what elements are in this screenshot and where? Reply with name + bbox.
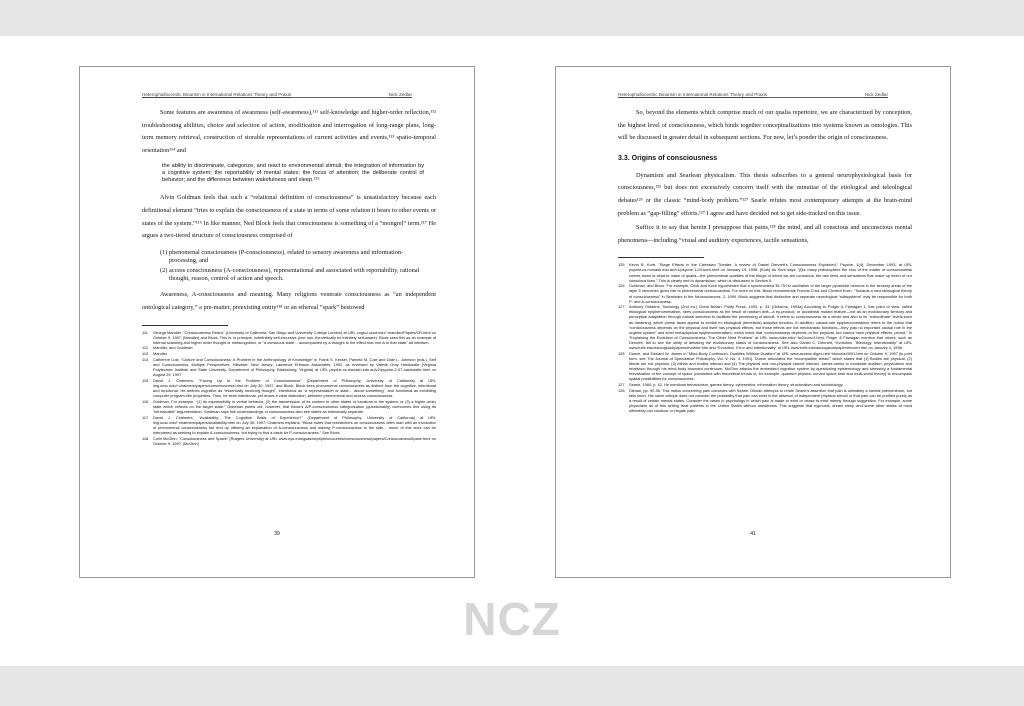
running-header xyxy=(618,90,888,98)
footnote xyxy=(142,330,436,345)
header-author: Nick Zedlar xyxy=(388,92,412,97)
list-number: (1) xyxy=(160,248,168,256)
numbered-list xyxy=(160,249,426,284)
footnote xyxy=(142,399,436,414)
footnote-number: 127 xyxy=(618,304,625,310)
footnote-number: 116 xyxy=(142,398,149,404)
footnote-text: David J. Chalmers, “Facing Up to the Problem of Consciousness” (Department of Philosophy, University of California) at URL ling.ucsc.edu/~chalmers/papers/consciousness.html on July 30, 1997, and Block. Block sees phenomenal consciousness as distinct from the cognitive, intentional and functional. He defines cognitive as “essentially involving thought”, intentional as “a representation or state… about something”, and functional as exhibiting computer program-like properties. Thus, he sees intentional, yet draws a clear distinction, between phenomenal and access consciousness. xyxy=(153,377,436,399)
list-item xyxy=(160,249,426,266)
header-title: Heterophallocentric Binarism in International Relations Theory and Praxis xyxy=(618,92,768,97)
body-paragraph: Alvin Goldman feels that such a “relational definition of consciousness” is unsatisfactory because each definitional element “tries to explain the consciousness of a state in terms of some relation it bears to other events or states of the system.”¹¹⁶ In like manner, Ned Block feels that consciousness is something of a “mongrel” term.¹¹⁷ He argues a two-tiered structure of consciousness comprised of xyxy=(142,194,436,240)
footnote-number: 117 xyxy=(142,414,149,420)
footnote xyxy=(142,436,436,446)
header-title: Heterophallocentric Binarism in International Relations Theory and Praxis xyxy=(142,92,292,97)
block-quote: the ability to discriminate, categorize, and react to environmental stimuli; the integration of information by a cognitive system; the reportability of mental states; the focus of attention; the deliberate control of behavior; and the difference between wakefulness and sleep.¹¹⁵ xyxy=(162,163,424,184)
page-body xyxy=(618,107,912,414)
footnote-text: Kevin B. Korb, “Stage Effects in the Cartesian Theater: A review of Daniel Dennett’s Consciousness Explained,” Psyche, 1(4), December 1993, at URL psyche.cs.monash.edu.au/v1/psyche-1-04-korb.html on January 19, 1998. [Korb] As Korb says: “[f]or many philosophers the crux of the matter of consciousness comes down to what to make of qualia—the phenomenal qualities of the things of which we are conscious, the raw feels and sensations that make up much of our conscious lives.” This is clearly tied to dynamicism, which is discussed in Section 5. xyxy=(629,262,912,283)
footnotes xyxy=(142,330,436,446)
footnote-number: 125 xyxy=(618,262,625,268)
footnote-text: Dilman, pp. 90-96. This notion concerning pain coincides with Searle. Dilman attempts to refute Searle’s assertion that pain is ultimately a mental phenomenon, but fails short. His naïve critique does not consider the possibility that pain can exist in the absence of independent physical stimuli or that pain can be purified purely as a result of certain mental states. Consider the cases in psychology in which pain is made to exist or cease to exist merely through suggestion. For example, some physicians as of this writing treat patients in the United States without anesthesia. This suggests that hypnosis, dream sleep and some other states of mind ultimately can conduce or negate pain. xyxy=(629,387,912,413)
body-paragraph: Dynamism and Searlean physicalism. This thesis subscribes to a general neurophysiological basis for consciousness,¹²⁵ but does not excessively concern itself with the minutiae of the etiological and teleological debates¹²⁶ or the classic “mind-body problem.”¹²⁷ Searle refutes most contemporary attempts at the brain-mind problem as “gap-filling” efforts.¹²⁷ I agree and have decided not to get side-tracked on this issue. xyxy=(618,171,912,217)
document-page-39 xyxy=(79,66,475,578)
body-paragraph: Some features are awareness of awareness (self-awareness),¹¹¹ self-knowledge and higher-order reflection,¹¹² troubleshooting abilities, choice and selection of action, modification and interrogation of long-range plans, long-term memory retrieval, construction of storable representations of current activities and events,¹¹³ spatio-temporal orientation¹¹⁴ and xyxy=(142,109,436,154)
footnote-text: Goldman, and Block. For example, Crick and Koch hypothesize that a synchronized 35-75 Hz oscillation of the larger pyramidal neurons in the sensory areas of the layer 5 neocortex gives rise to phenomenal consciousness. For more on this, Block recommends Francis Crick and Christof Koch, “Towards a neurobiological theory of consciousness” in Seminars in the Neurosciences, 2, 1990. Block suggests that distinctive and separate neurological “subsystems” may be responsible for both P- and A-consciousness. xyxy=(629,283,912,304)
footnote xyxy=(618,304,912,350)
header-author: Nick Zedlar xyxy=(864,92,888,97)
list-text: access consciousness (A-consciousness), representational and associated with reportability, rational thought, reason, control of action and speech. xyxy=(169,266,420,282)
ncz-watermark-logo: NCZ xyxy=(463,593,561,645)
footnote-rule xyxy=(142,325,228,326)
footnote-text: George Mandler, “Consciousness Redux” (University of California, San Diego and University College London) at URL cogsci.ucsd.edu/~mandler/Papers/CR.html on October 9, 1997. [Mandler] and Block. This is, in principle, indefinitely self-recursive (one can, theoretically be infinitely self-aware). Block sees this as an example of internal scanning and higher order thought or metacognition, or “a conscious state… accompanied by a thought to the effect that one is in that state” ad infinitum. xyxy=(153,329,436,345)
footnote-number: 127 xyxy=(618,381,625,387)
footnote-number: 114 xyxy=(142,356,149,362)
footnote xyxy=(618,351,912,382)
footnote xyxy=(618,388,912,413)
footnote-text: Goldman. For example, “(1) its expressibility in verbal behavior, (2) the transmission of its content to other states or locations in the system, or (3) a higher-order state which reflects on the target state.” Goldman points out, however, that Block’s A/P-consciousness categorization (questionably) overcomes this using its “intrinsicalist” argumentation. Goldman says folk understandings of consciousness also see states as intrinsically separate. xyxy=(153,398,436,414)
footnote xyxy=(142,378,436,398)
page-number: 39 xyxy=(274,531,280,537)
footnote-text: Anthony Giddens, Sociology (2nd ed.) Great Britain: Polity Press, 1993, p. 33. [Giddens, 1993a] According to Polger & Flanagan 1, this point of view, called etiological epiphenomenalism, sees consciousness as the result of random drift—a by-product, or accidental mutant feature—not as an evolutionary sensory and perceptual adaptation through natural selection to facilitate the processing of stimuli. It refers to consciousness as a whole and also to its “subordinate” levels such as dreaming, which primal faces appear to exhibit no etiological (beneficial) adaptive function. In addition, causal-role epiphenomenalism refers to the notion that “consciousness depends on the physical and itself has physical effects, but those effects are not mechanistic functions—they play no important causal role in the organic system” and strict metaphysical epiphenomenalism, which holds that “consciousness depends on the physical, but cannot have physical effects, period.” In “Explaining the Evolution of Consciousness: The Other Hard Problem” at URL www.duke.edu/~tw2/conc2.html, Polger & Flanagan mention that others, such as Dennett, fail to see the utility of debating the evolutionary status of consciousness. See also Daniel C. Dennett, “Evolution, Teleology, Intentionality” at URL www.tufts.edu/as/cogstud/papers/evoltele.htm and “Evolution, Error and Intentionality” at URL www.tufts.edu/as/cogstud/papers/evoerr.htm on January 4, 1998. xyxy=(629,304,912,351)
footnote-number: 112 xyxy=(142,345,149,351)
body-paragraph: Suffice it to say that herein I presuppose that pains,¹²⁸ the mind, and all conscious and unconscious mental phenomena—including “visual and auditory experiences, tactile sensations, xyxy=(618,224,912,244)
footnote-number: 113 xyxy=(142,351,149,357)
section-heading: 3.3. Origins of consciousness xyxy=(618,154,718,162)
footnote-number: 128 xyxy=(618,350,625,356)
body-paragraph: Awareness, A-consciousness and meaning. Many religions venerate consciousness as “an independent ontological category,” a pre-matter, preexisting entity¹¹⁸ or an ethereal “spark” bestowed xyxy=(142,291,436,311)
list-number: (2) xyxy=(160,266,168,274)
footnote xyxy=(142,357,436,377)
footnote-text: Mandler. xyxy=(153,351,168,357)
list-text: phenomenal consciousness (P-consciousness), related to sensory awareness and information-processing, and xyxy=(169,248,404,265)
footnote xyxy=(142,351,436,356)
footnote xyxy=(142,415,436,435)
footnote xyxy=(618,283,912,303)
footnote-text: David J. Chalmers, “Availability: The Cognitive Basis of Experience?” (Department of Philosophy, University of California) at URL ling.ucsc.edu/~chalmers/papers/availability.html on July 30, 1997. Chalmers explains: “Block notes that researchers on consciousness often start with an invocation of phenomenal consciousness but end up offering an explanation of A-consciousness and leaving P-consciousness to the side… much of this work can be interpreted as seeking to explain A-consciousness, but trying to find a basis for P-consciousness.” See Block. xyxy=(153,414,436,435)
running-header xyxy=(142,90,412,98)
footnote-rule xyxy=(618,257,704,258)
page-body xyxy=(142,107,436,446)
footnotes xyxy=(618,262,912,413)
footnote-number: 126 xyxy=(618,283,625,289)
document-page-41 xyxy=(555,66,951,578)
page-number: 41 xyxy=(750,531,756,537)
footnote-number: 118 xyxy=(142,435,149,441)
footnote-text: Colin McGinn, “Consciousness and Space” (Rutgers University) at URL www.nyu.edu/gsas/dept/philo/courses/consciousness/papers/ConsciousnessSpace.html on October 9, 1997. [McGinn] xyxy=(153,435,436,446)
top-gray-band xyxy=(0,0,1024,36)
footnote-text: Catherine Lutz, “Culture and Consciousness: A Problem in the Anthropology of Knowledge” in Frank S. Kessel, Pamela M. Cole and Dale L. Johnson (eds.), Self and Consciousness: Multiple Perspectives, Hillsdale, New Jersey: Lawrence Erlbaum Associates, 1992, as reviewed by Valerie Gray Hardcastle (Virginia Polytechnic Institute and State University, Department of Philosophy, Blacksburg, Virginia) at URL psyche.cs.monash.edu.au/v2/psyche-2-07-hardcastle.html on August 29, 1997. xyxy=(153,356,436,378)
footnote xyxy=(618,382,912,387)
footnote-text: Mandler, and Goldman. xyxy=(153,345,194,351)
list-item xyxy=(160,267,426,284)
footnote xyxy=(618,262,912,282)
footnote-text: Searle, 1984, p. 42. He mentions behaviorism, games theory, cybernetics, information theory, structuralism and sociobiology. xyxy=(629,381,844,387)
footnote-number: 128 xyxy=(618,387,625,393)
footnote xyxy=(142,345,436,350)
footnote-number: 111 xyxy=(142,329,148,335)
body-paragraph: So, beyond the elements which comprise much of our qualia repertoire, we are characterized by conception, the highest level of consciousness, which binds together conceptualizations into systems known as ontologies. This will be discussed in greater detail in subsequent sections. For now, let’s ponder the origin of consciousness. xyxy=(618,109,912,142)
bottom-gray-band xyxy=(0,666,1024,706)
footnote-text: Dunne, and Edward W. James in “Mind-Body Continuum: Dualities Without Dualism” at URL www.access.digex.net/~kknoetz/4001.htm on October 9, 1997 [in print form: see The Journal of Speculative Philosophy, Vol. V, No. 4, 1991]. Dunne articulates the “incompatible tetrad,” which states that (1) Bodies are physical, (2) Minds are not physical, (3) Minds and bodies interact and (4) The physical and non-physical cannot interact. James seeks to moderate dualism; physicalism and relativism through his mind-body bounded continuum. McGinn attacks the embedded cognitive system by questioning epistemology and stressing a fundamental reevaluation of the concept of space (consistent with theoretical trends in, for example, quantum physics, curved space-time and multi-world theory) to encompass spatial possibilities for consciousness. xyxy=(629,350,912,382)
footnote-number: 115 xyxy=(142,377,149,383)
